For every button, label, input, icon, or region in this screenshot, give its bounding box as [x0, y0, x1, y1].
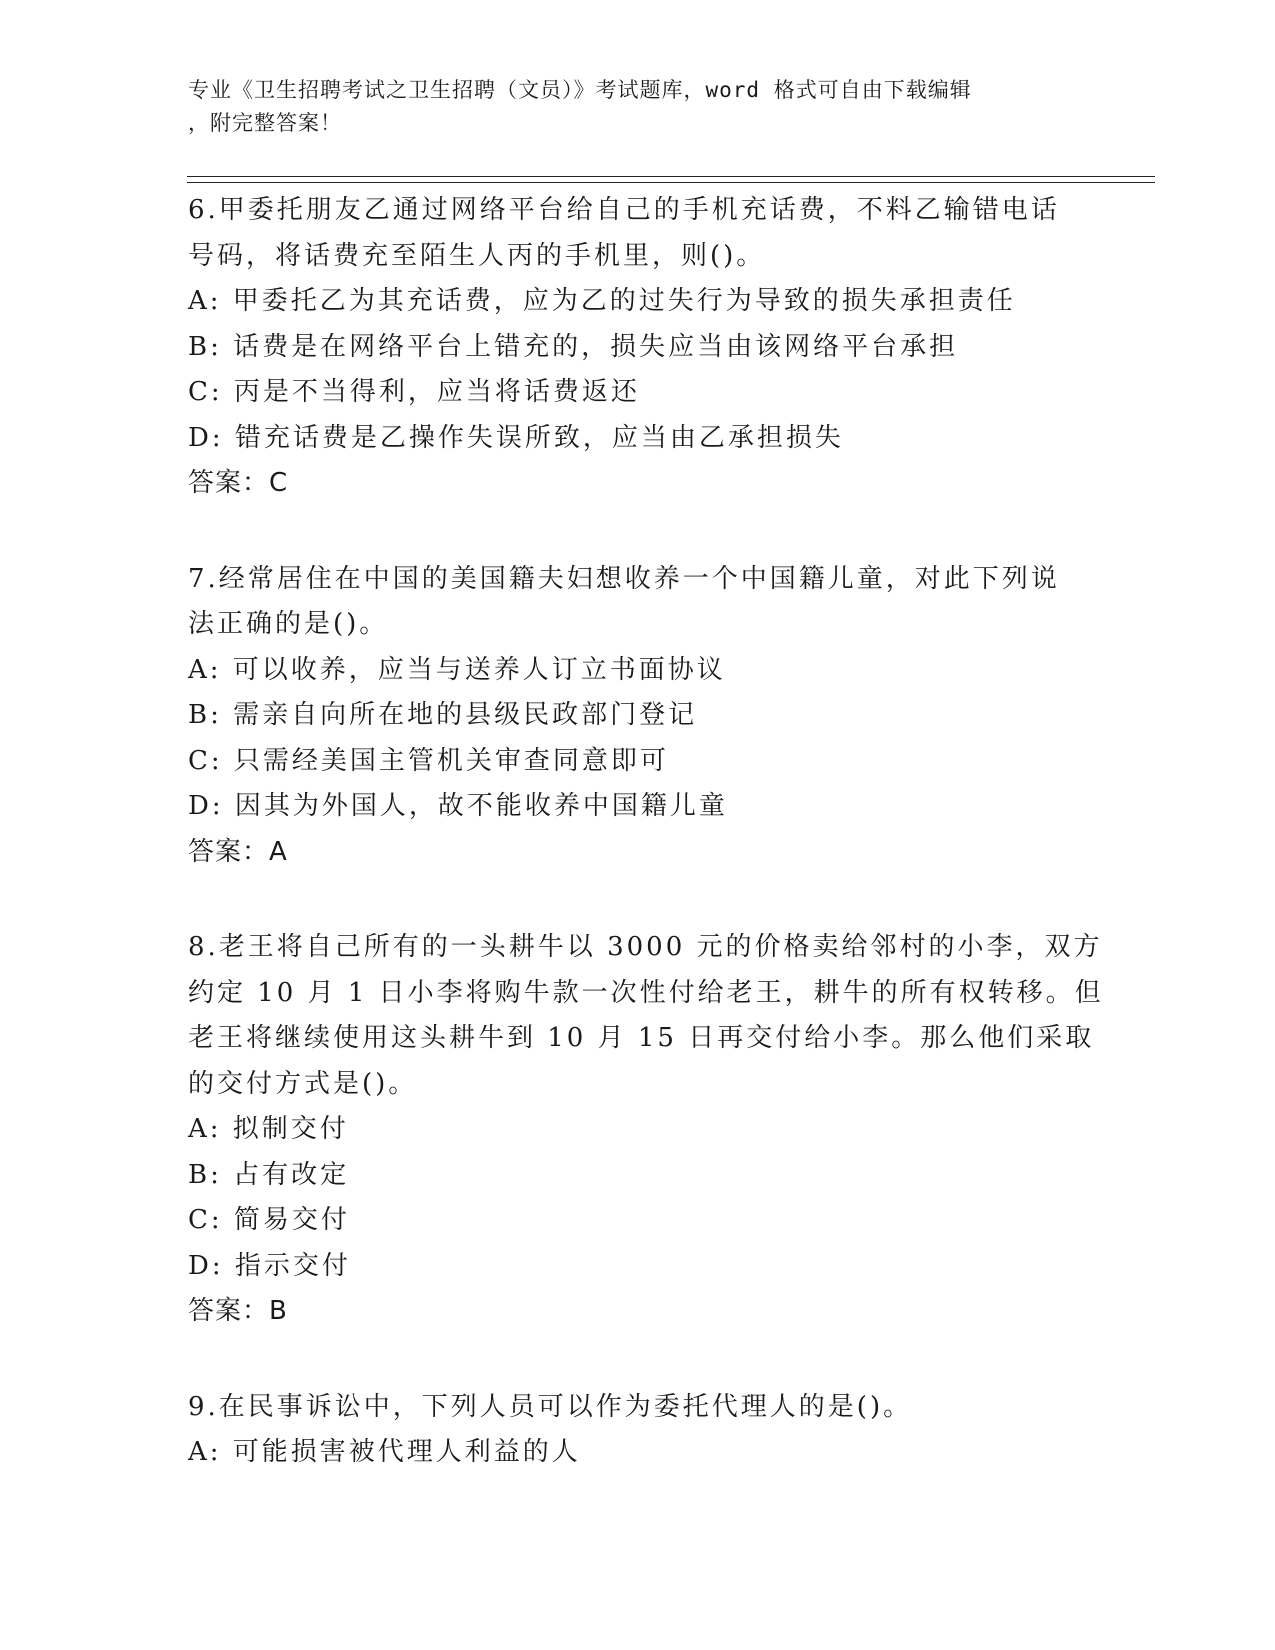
stem-line: 的交付方式是()。: [188, 1068, 418, 1099]
header-line-1: 专业《卫生招聘考试之卫生招聘（文员）》考试题库，word 格式可自由下载编辑: [188, 78, 972, 102]
option-a: A: 甲委托乙为其充话费，应为乙的过失行为导致的损失承担责任: [188, 286, 1016, 316]
question-stem: [188, 188, 1088, 279]
option-b: B: 需亲自向所在地的县级民政部门登记: [188, 700, 698, 730]
answer-label: 答案：A: [188, 836, 288, 867]
option-b: B: 话费是在网络平台上错充的，损失应当由该网络平台承担: [188, 331, 959, 362]
option-a: A: 拟制交付: [188, 1114, 349, 1144]
option-c: C: 简易交付: [188, 1205, 350, 1235]
header-divider-top: [187, 176, 1155, 177]
question-list: [188, 188, 1104, 1526]
stem-line: 法正确的是()。: [188, 609, 389, 639]
option-a: A: 可能损害被代理人利益的人: [188, 1437, 581, 1467]
option-c: C: 丙是不当得利，应当将话费返还: [188, 377, 640, 407]
answer-label: 答案：C: [188, 468, 289, 498]
option-d: D: 错充话费是乙操作失误所致，应当由乙承担损失: [188, 422, 844, 453]
option-c: C: 只需经美国主管机关审查同意即可: [188, 745, 669, 776]
header-line-2: ，附完整答案！: [188, 111, 342, 135]
option-d: D: 因其为外国人，故不能收养中国籍儿童: [188, 791, 728, 821]
header-divider-bottom: [187, 182, 1155, 183]
document-header: [188, 74, 1068, 140]
question-stem: [188, 925, 1104, 1107]
question-6: [188, 188, 1088, 507]
question-8: [188, 925, 1104, 1335]
stem-line: 号码，将话费充至陌生人丙的手机里，则()。: [188, 240, 766, 271]
option-d: D: 指示交付: [188, 1250, 351, 1281]
stem-line: 老王将继续使用这头耕牛到 10 月 15 日再交付给小李。那么他们采取: [188, 1023, 1095, 1053]
option-b: B: 占有改定: [188, 1159, 350, 1190]
stem-line: 约定 10 月 1 日小李将购牛款一次性付给老王，耕牛的所有权转移。但: [188, 977, 1104, 1008]
stem-line: 6.甲委托朋友乙通过网络平台给自己的手机充话费，不料乙输错电话: [188, 195, 1060, 225]
question-stem: [188, 1385, 1088, 1431]
stem-line: 7.经常居住在中国的美国籍夫妇想收养一个中国籍儿童，对此下列说: [188, 563, 1060, 594]
question-9: [188, 1385, 1088, 1476]
stem-line: 9.在民事诉讼中，下列人员可以作为委托代理人的是()。: [188, 1391, 913, 1422]
question-7: [188, 557, 1088, 876]
stem-line: 8.老王将自己所有的一头耕牛以 3000 元的价格卖给邻村的小李，双方: [188, 932, 1103, 962]
answer-label: 答案：B: [188, 1296, 288, 1326]
question-stem: [188, 557, 1088, 648]
option-a: A: 可以收养，应当与送养人订立书面协议: [188, 654, 726, 685]
